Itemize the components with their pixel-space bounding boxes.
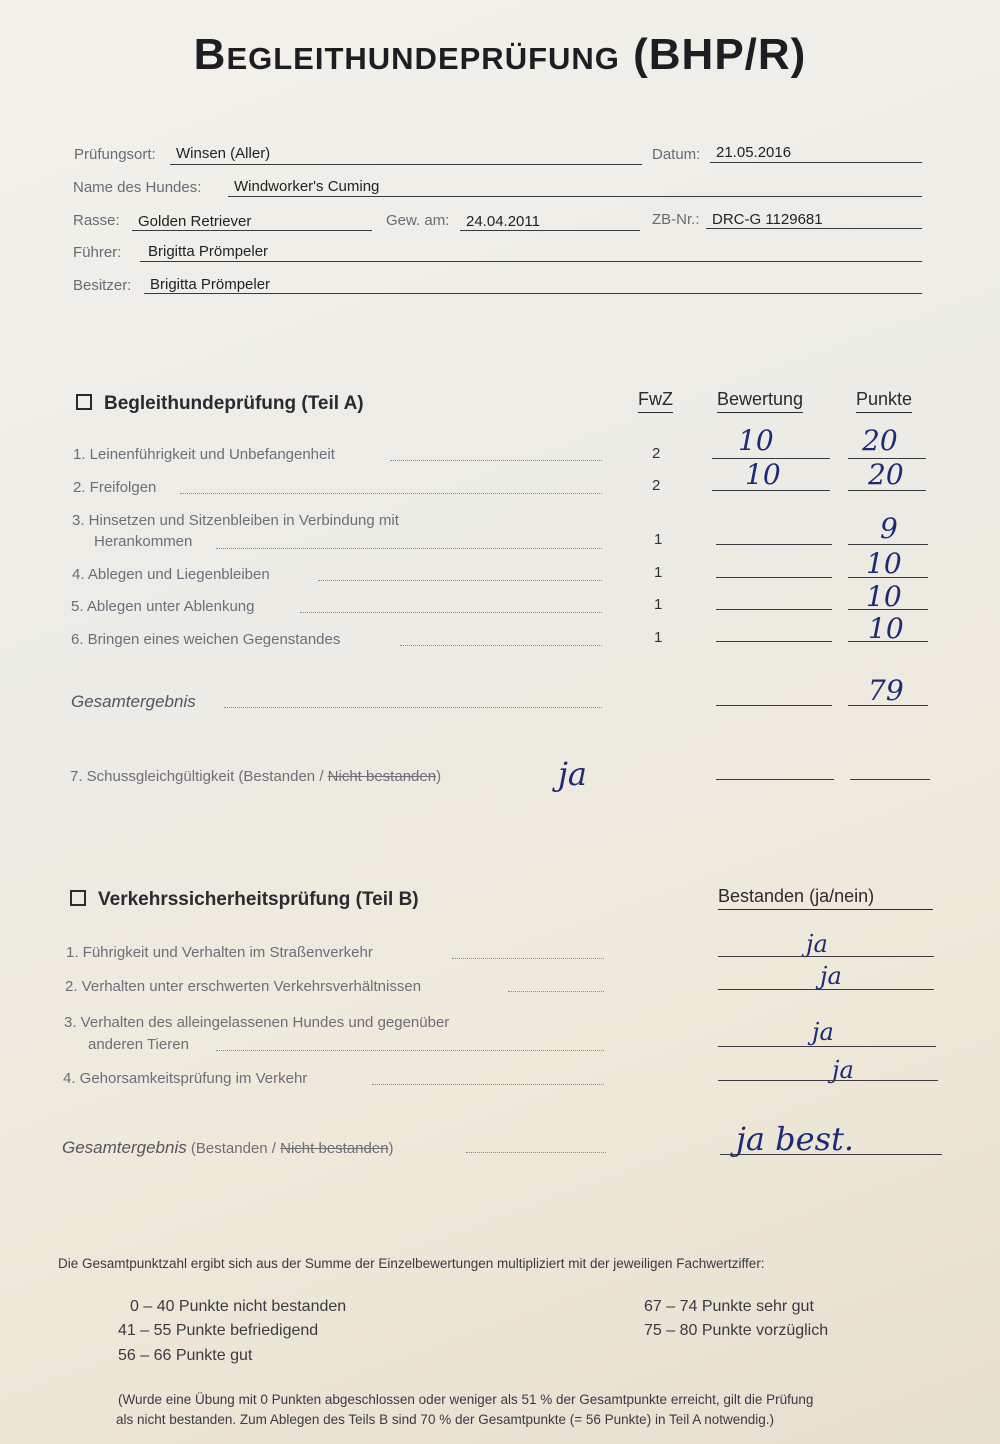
fwz-6: 1 <box>654 629 663 646</box>
punkte-line-5 <box>848 609 928 610</box>
name-value: Windworker's Cuming <box>234 178 380 195</box>
dotline <box>466 1152 606 1153</box>
punkte-3: 9 <box>880 512 898 545</box>
dotline <box>452 958 604 959</box>
schuss-value: ja <box>558 755 587 793</box>
zb-label: ZB-Nr.: <box>652 211 700 228</box>
bewertung-line-3 <box>716 544 832 545</box>
teil-b-value-4: ja <box>832 1056 854 1084</box>
gew-value: 24.04.2011 <box>466 213 540 230</box>
dotline <box>300 612 602 613</box>
teil-a-heading <box>76 393 364 415</box>
dotline <box>390 460 602 461</box>
teil-a-item-4: 4. Ablegen und Liegenbleiben <box>72 566 270 583</box>
teil-b-line-2 <box>718 989 934 990</box>
datum-value: 21.05.2016 <box>716 144 792 161</box>
schuss-close: ) <box>436 768 442 785</box>
teil-a-item-1: 1. Leinenführigkeit und Unbefangenheit <box>73 446 335 463</box>
teil-b-gesamt-open: (Bestanden / <box>186 1140 281 1157</box>
teil-b-gesamt-label <box>62 1138 394 1158</box>
punkte-line-6 <box>848 641 928 642</box>
teil-a-heading-text: Begleithundeprüfung (Teil A) <box>104 393 364 414</box>
teil-b-heading-text: Verkehrssicherheitsprüfung (Teil B) <box>98 889 419 910</box>
schuss-line-2 <box>850 779 930 780</box>
bewertung-line-gesamt <box>716 705 832 706</box>
teil-b-checkbox[interactable] <box>70 890 86 906</box>
besitzer-value: Brigitta Prömpeler <box>150 276 271 293</box>
page-title: Begleithundeprüfung (BHP/R) <box>193 30 807 79</box>
fwz-2: 2 <box>652 477 661 494</box>
footer-rule-1: (Wurde eine Übung mit 0 Punkten abgeschlossen oder weniger als 51 % der Gesamtpunkte erreicht, gilt die Prüfung <box>118 1392 814 1407</box>
gew-line <box>460 230 640 231</box>
fuehrer-line <box>140 261 922 262</box>
teil-b-heading <box>70 889 419 911</box>
teil-b-gesamt-value: ja best. <box>736 1120 855 1158</box>
fwz-4: 1 <box>654 564 663 581</box>
teil-b-gesamt-line <box>720 1154 942 1155</box>
datum-line <box>710 162 922 163</box>
schuss-strike: Nicht bestanden <box>327 768 437 785</box>
col-fwz: FwZ <box>638 389 673 413</box>
pruefungsort-label: Prüfungsort: <box>74 146 156 163</box>
bewertung-1: 10 <box>738 424 774 457</box>
teil-a-gesamt-value: 79 <box>868 674 904 707</box>
bewertung-2: 10 <box>745 458 781 491</box>
teil-a-checkbox[interactable] <box>76 394 92 410</box>
fwz-1: 2 <box>652 445 661 462</box>
teil-b-line-3 <box>718 1046 936 1047</box>
besitzer-label: Besitzer: <box>73 277 132 294</box>
teil-a-item-6: 6. Bringen eines weichen Gegenstandes <box>71 631 341 648</box>
teil-b-item-4: 4. Gehorsamkeitsprüfung im Verkehr <box>63 1070 308 1087</box>
pruefungsort-line <box>170 164 642 165</box>
rasse-value: Golden Retriever <box>138 213 252 230</box>
name-line <box>228 196 922 197</box>
zb-value: DRC-G 1129681 <box>712 211 823 228</box>
grade-left-1: 0 – 40 Punkte nicht bestanden <box>130 1298 347 1315</box>
teil-b-value-3: ja <box>812 1018 834 1046</box>
fuehrer-label: Führer: <box>73 244 122 261</box>
bewertung-line-2 <box>712 490 830 491</box>
col-bewertung: Bewertung <box>717 389 803 413</box>
rasse-label: Rasse: <box>73 212 120 229</box>
teil-b-item-1: 1. Führigkeit und Verhalten im Straßenverkehr <box>66 944 373 961</box>
name-label: Name des Hundes: <box>73 179 202 196</box>
grade-right-1: 67 – 74 Punkte sehr gut <box>644 1298 814 1315</box>
punkte-5: 10 <box>866 580 902 613</box>
besitzer-line <box>144 293 922 294</box>
teil-b-item-3: 3. Verhalten des alleingelassenen Hundes und gegenüber <box>64 1014 450 1031</box>
fwz-5: 1 <box>654 596 663 613</box>
teil-b-item-3-line2: anderen Tieren <box>88 1036 189 1053</box>
schuss-label <box>70 768 441 785</box>
teil-b-line-1 <box>718 956 934 957</box>
grade-left-2: 41 – 55 Punkte befriedigend <box>118 1322 319 1339</box>
punkte-line-4 <box>848 577 928 578</box>
punkte-line-3 <box>848 544 928 545</box>
teil-b-line-4 <box>718 1080 938 1081</box>
footer-rule-2: als nicht bestanden. Zum Ablegen des Teils B sind 70 % der Gesamtpunkte (= 56 Punkte) in Teil A notwendig.) <box>116 1412 775 1427</box>
dotline <box>180 493 602 494</box>
bewertung-line-6 <box>716 641 832 642</box>
dotline <box>216 1050 604 1051</box>
dotline <box>318 580 602 581</box>
datum-label: Datum: <box>652 146 701 163</box>
gew-label: Gew. am: <box>386 212 450 229</box>
teil-a-gesamt-label: Gesamtergebnis <box>71 692 196 711</box>
teil-b-gesamt-text: Gesamtergebnis <box>62 1138 187 1157</box>
teil-a-item-3-line2: Herankommen <box>94 533 193 550</box>
dotline <box>224 707 602 708</box>
schuss-text: 7. Schussgleichgültigkeit (Bestanden / <box>70 768 328 785</box>
punkte-1: 20 <box>862 424 898 457</box>
punkte-2: 20 <box>868 458 904 491</box>
col-punkte: Punkte <box>856 389 912 413</box>
bewertung-line-4 <box>716 577 832 578</box>
dotline <box>372 1084 604 1085</box>
teil-a-item-5: 5. Ablegen unter Ablenkung <box>71 598 255 615</box>
teil-a-item-2: 2. Freifolgen <box>73 479 157 496</box>
teil-a-item-3: 3. Hinsetzen und Sitzenbleiben in Verbindung mit <box>72 512 399 529</box>
col-bestanden: Bestanden (ja/nein) <box>718 886 933 910</box>
grade-left-3: 56 – 66 Punkte gut <box>118 1347 253 1364</box>
teil-b-gesamt-close: ) <box>388 1140 394 1157</box>
teil-b-value-2: ja <box>820 962 842 990</box>
punkte-line-gesamt <box>848 705 928 706</box>
teil-b-item-2: 2. Verhalten unter erschwerten Verkehrsverhältnissen <box>65 978 422 995</box>
dotline <box>508 991 604 992</box>
schuss-line-1 <box>716 779 834 780</box>
zb-line <box>706 228 922 229</box>
punkte-6: 10 <box>868 612 904 645</box>
punkte-line-2 <box>848 490 926 491</box>
footer-note: Die Gesamtpunktzahl ergibt sich aus der Summe der Einzelbewertungen multipliziert mit der jeweiligen Fachwertziffer: <box>58 1256 765 1271</box>
punkte-4: 10 <box>866 547 902 580</box>
teil-b-value-1: ja <box>806 930 828 958</box>
rasse-line <box>132 230 372 231</box>
dotline <box>400 645 602 646</box>
dotline <box>216 548 602 549</box>
pruefungsort-value: Winsen (Aller) <box>176 145 271 162</box>
teil-b-gesamt-strike: Nicht bestanden <box>280 1140 389 1157</box>
grade-right-2: 75 – 80 Punkte vorzüglich <box>644 1322 829 1339</box>
fuehrer-value: Brigitta Prömpeler <box>148 243 269 260</box>
bewertung-line-5 <box>716 609 832 610</box>
fwz-3: 1 <box>654 531 663 548</box>
